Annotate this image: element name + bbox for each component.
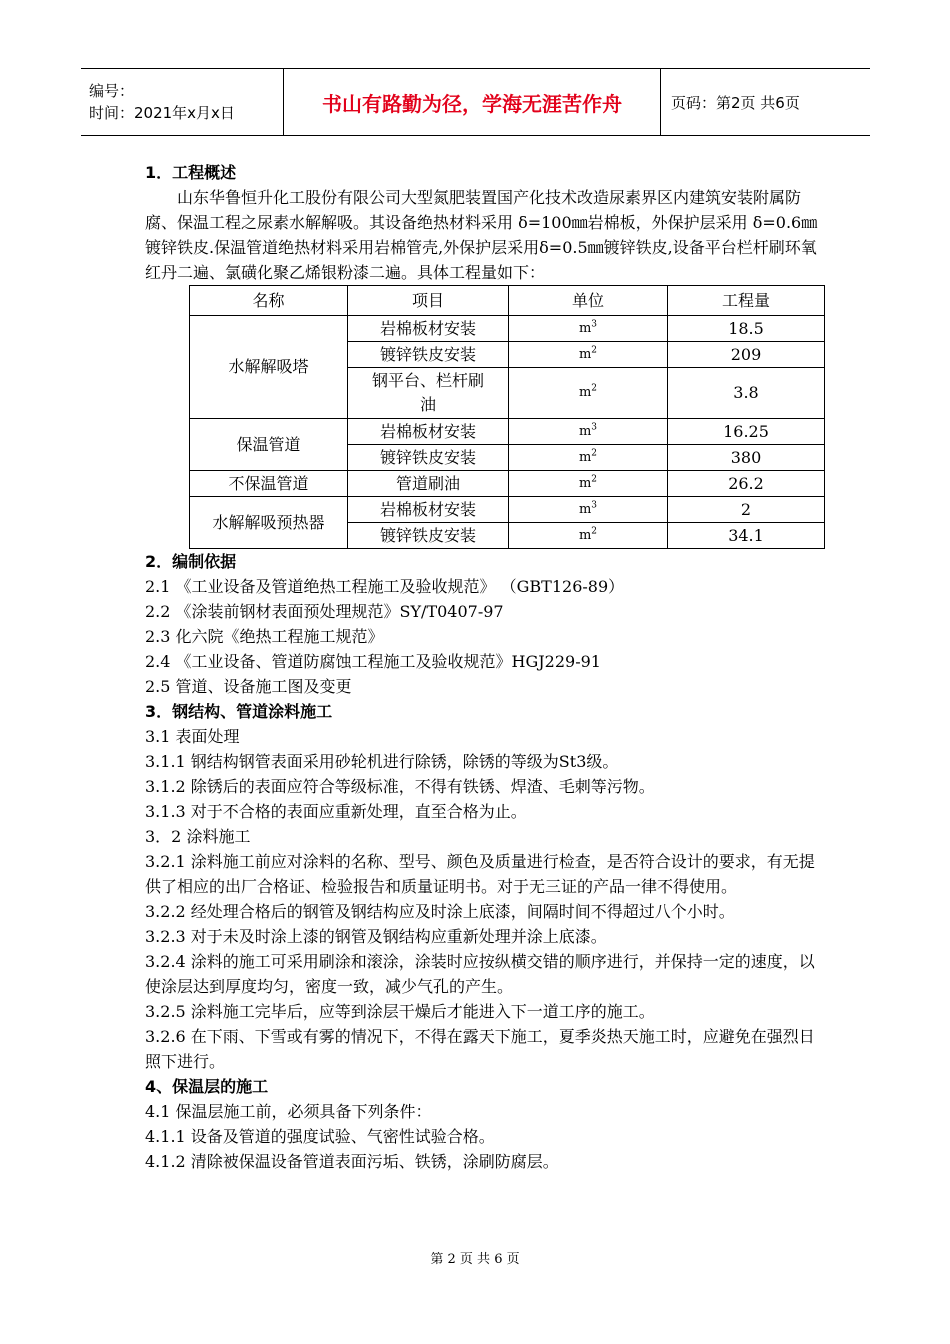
date-label: 时间：2021年x月x日 bbox=[89, 104, 235, 122]
group-name: 保温管道 bbox=[190, 419, 348, 471]
section-2-item: 2.4 《工业设备、管道防腐蚀工程施工及验收规范》HGJ229-91 bbox=[145, 652, 601, 671]
section-1-title: 1．工程概述 bbox=[145, 163, 237, 182]
row-item: 岩棉板材安装 bbox=[348, 316, 509, 342]
section-3-item: 3.2.5 涂料施工完毕后，应等到涂层干燥后才能进入下一道工序的施工。 bbox=[145, 1002, 655, 1021]
section-3-item: 3.1.2 除锈后的表面应符合等级标准，不得有铁锈、焊渣、毛刺等污物。 bbox=[145, 777, 655, 796]
page-footer: 第 2 页 共 6 页 bbox=[430, 1252, 520, 1267]
group-name: 不保温管道 bbox=[190, 471, 348, 497]
section-3-item: 3.2.1 涂料施工前应对涂料的名称、型号、颜色及质量进行检查，是否符合设计的要求，有无提供了相应的出厂合格证、检验报告和质量证明书。对于无三证的产品一律不得使用。 bbox=[145, 852, 815, 896]
section-2-item: 2.3 化六院《绝热工程施工规范》 bbox=[145, 627, 384, 646]
section-3-item: 3.2.2 经处理合格后的钢管及钢结构应及时涂上底漆，间隔时间不得超过八个小时。 bbox=[145, 902, 735, 921]
row-item: 岩棉板材安装 bbox=[348, 497, 509, 523]
section-3-item: 3.2.3 对于未及时涂上漆的钢管及钢结构应重新处理并涂上底漆。 bbox=[145, 927, 607, 946]
section-3-item: 3.1.1 钢结构钢管表面采用砂轮机进行除锈，除锈的等级为St3级。 bbox=[145, 752, 619, 771]
table-row bbox=[190, 471, 825, 497]
section-2-item: 2.2 《涂装前钢材表面预处理规范》SY/T0407-97 bbox=[145, 602, 504, 621]
row-unit: $m^3$ bbox=[509, 316, 668, 342]
row-item: 岩棉板材安装 bbox=[348, 419, 509, 445]
row-item: 镀锌铁皮安装 bbox=[348, 523, 509, 549]
row-item: 管道刷油 bbox=[348, 471, 509, 497]
section-4-item: 4.1.1 设备及管道的强度试验、气密性试验合格。 bbox=[145, 1127, 495, 1146]
row-qty: 2 bbox=[668, 497, 825, 523]
row-unit: $m^2$ bbox=[509, 523, 668, 549]
row-qty: 26.2 bbox=[668, 471, 825, 497]
header-left bbox=[81, 69, 284, 136]
header-unit: 单位 bbox=[509, 286, 668, 316]
section-3-item: 3．2 涂料施工 bbox=[145, 827, 251, 846]
document-body bbox=[145, 160, 825, 1174]
section-3-title: 3．钢结构、管道涂料施工 bbox=[145, 702, 333, 721]
section-3-item: 3.1 表面处理 bbox=[145, 727, 240, 746]
page-header bbox=[81, 68, 870, 136]
table-row bbox=[190, 419, 825, 445]
table-row bbox=[190, 497, 825, 523]
table-header-row bbox=[190, 286, 825, 316]
row-qty: 34.1 bbox=[668, 523, 825, 549]
row-unit: $m^2$ bbox=[509, 368, 668, 419]
group-name: 水解解吸塔 bbox=[190, 316, 348, 419]
row-unit: $m^3$ bbox=[509, 497, 668, 523]
row-unit: $m^2$ bbox=[509, 342, 668, 368]
section-3-item: 3.2.4 涂料的施工可采用刷涂和滚涂，涂装时应按纵横交错的顺序进行，并保持一定的速度，以使涂层达到厚度均匀，密度一致，减少气孔的产生。 bbox=[145, 952, 815, 996]
row-qty: 18.5 bbox=[668, 316, 825, 342]
row-item: 镀锌铁皮安装 bbox=[348, 445, 509, 471]
section-4-item: 4.1.2 清除被保温设备管道表面污垢、铁锈，涂刷防腐层。 bbox=[145, 1152, 559, 1171]
row-qty: 16.25 bbox=[668, 419, 825, 445]
quantities-table bbox=[189, 285, 825, 549]
section-2-item: 2.1 《工业设备及管道绝热工程施工及验收规范》 （GBT126-89） bbox=[145, 577, 625, 596]
row-unit: $m^2$ bbox=[509, 471, 668, 497]
section-2-item: 2.5 管道、设备施工图及变更 bbox=[145, 677, 352, 696]
header-qty: 工程量 bbox=[668, 286, 825, 316]
section-4-title: 4、保温层的施工 bbox=[145, 1077, 269, 1096]
group-name: 水解解吸预热器 bbox=[190, 497, 348, 549]
section-4-item: 4.1 保温层施工前，必须具备下列条件： bbox=[145, 1102, 432, 1121]
section-3-item: 3.2.6 在下雨、下雪或有雾的情况下，不得在露天下施工，夏季炎热天施工时，应避免在强烈日照下进行。 bbox=[145, 1027, 815, 1071]
row-unit: $m^2$ bbox=[509, 445, 668, 471]
section-1-paragraph: 山东华鲁恒升化工股份有限公司大型氮肥装置国产化技术改造尿素界区内建筑安装附属防腐、保温工程之尿素水解解吸。其设备绝热材料采用 δ=100㎜岩棉板，外保护层采用 δ=0.6㎜镀锌铁皮.保温管道绝热材料采用岩棉管壳,外保护层采用δ=0.5㎜镀锌铁皮,设备平台栏杆刷环氧红丹二遍、氯磺化聚乙烯银粉漆二遍。具体工程量如下： bbox=[145, 188, 818, 282]
table-row bbox=[190, 316, 825, 342]
section-3-item: 3.1.3 对于不合格的表面应重新处理，直至合格为止。 bbox=[145, 802, 527, 821]
row-qty: 209 bbox=[668, 342, 825, 368]
row-qty: 380 bbox=[668, 445, 825, 471]
row-item: 镀锌铁皮安装 bbox=[348, 342, 509, 368]
row-qty: 3.8 bbox=[668, 368, 825, 419]
number-label: 编号： bbox=[89, 82, 135, 100]
header-motto: 书山有路勤为径，学海无涯苦作舟 bbox=[284, 69, 661, 136]
header-item: 项目 bbox=[348, 286, 509, 316]
section-2-title: 2．编制依据 bbox=[145, 552, 237, 571]
row-unit: $m^3$ bbox=[509, 419, 668, 445]
header-name: 名称 bbox=[190, 286, 348, 316]
header-page-label: 页码：第2页 共6页 bbox=[661, 69, 871, 136]
row-item: 钢平台、栏杆刷油 bbox=[348, 368, 509, 419]
